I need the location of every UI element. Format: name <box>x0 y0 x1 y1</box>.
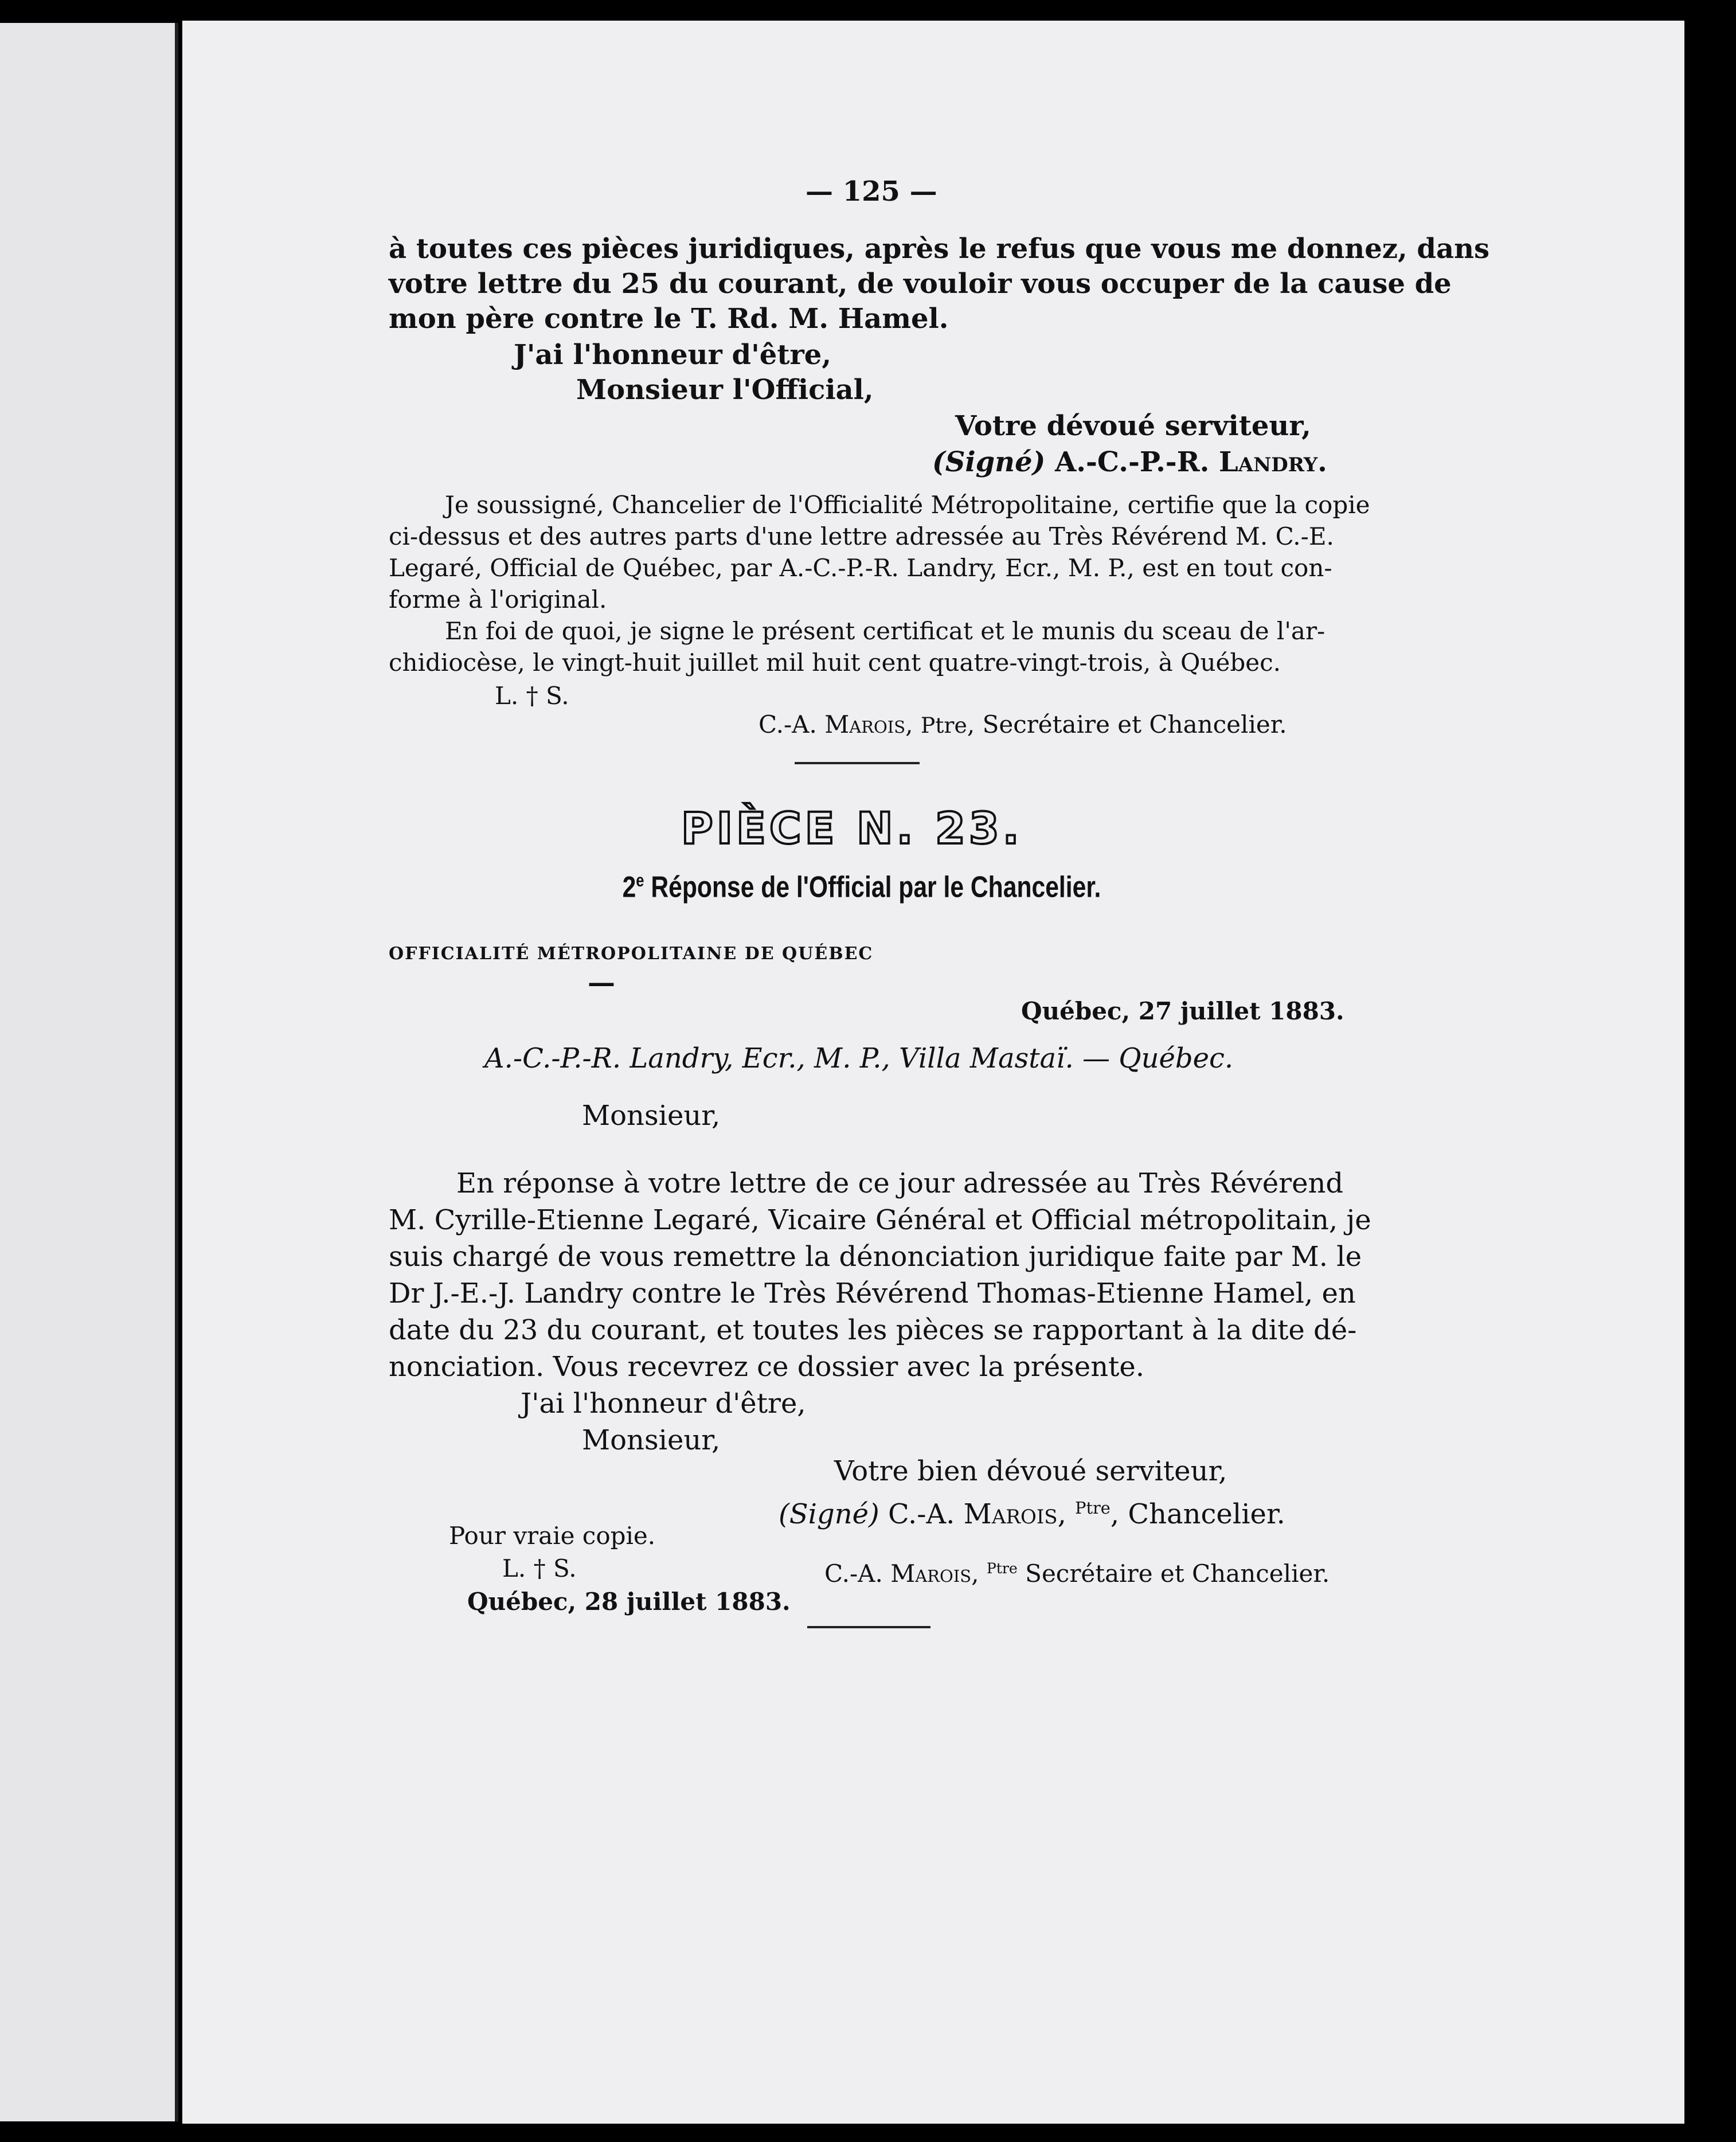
letter-address: A.-C.-P.-R. Landry, Ecr., M. P., Villa Mastaï. — Québec. <box>484 1042 1234 1074</box>
top-paragraph-line-3: mon père contre le T. Rd. M. Hamel. <box>389 303 949 335</box>
letter-header: OFFICIALITÉ MÉTROPOLITAINE DE QUÉBEC <box>389 944 874 964</box>
signe-label: (Signé) <box>779 1498 879 1530</box>
certificate-line-5: En foi de quoi, je signe le présent certificat et le munis du sceau de l'ar- <box>445 617 1326 645</box>
signature-devoue: Votre dévoué serviteur, <box>955 410 1311 442</box>
letter-body-line-2: M. Cyrille-Etienne Legaré, Vicaire Général et Official métropolitain, je <box>389 1204 1371 1236</box>
copy-cert-line: Pour vraie copie. <box>449 1522 656 1550</box>
certificate-line-3: Legaré, Official de Québec, par A.-C.-P.-R. Landry, Ecr., M. P., est en tout con- <box>389 554 1332 582</box>
certificate-line-2: ci-dessus et des autres parts d'une lettre adressée au Très Révérend M. C.-E. <box>389 522 1334 550</box>
section-divider-1 <box>795 762 920 764</box>
signe-label: (Signé) <box>932 446 1046 478</box>
top-paragraph-line-2: votre lettre du 25 du courant, de vouloir vous occuper de la cause de <box>389 268 1452 300</box>
letter-closing-monsieur: Monsieur, <box>582 1424 721 1456</box>
signer-role: Secrétaire et Chancelier. <box>1017 1559 1330 1588</box>
piece-subtitle: 2e Réponse de l'Official par le Chancelier. <box>622 870 1101 904</box>
document-page <box>182 21 1684 2124</box>
top-paragraph-line-1: à toutes ces pièces juridiques, après le refus que vous me donnez, dans <box>389 233 1489 265</box>
letter-body-line-1: En réponse à votre lettre de ce jour adressée au Très Révérend <box>456 1167 1344 1199</box>
letter-header-dash: — <box>588 967 615 999</box>
signer-role: , Secrétaire et Chancelier. <box>967 710 1287 738</box>
letter-body-line-3: suis chargé de vous remettre la dénonciation juridique faite par M. le <box>389 1241 1362 1273</box>
certificate-line-6: chidiocèse, le vingt-huit juillet mil huit cent quatre-vingt-trois, à Québec. <box>389 648 1281 677</box>
signer-role: , Chancelier. <box>1110 1498 1285 1530</box>
letter-closing-honneur: J'ai l'honneur d'être, <box>521 1387 806 1420</box>
certificate-line-4: forme à l'original. <box>389 585 607 613</box>
closing-honneur: J'ai l'honneur d'être, <box>514 339 832 371</box>
copy-cert-seal: L. † S. <box>502 1554 577 1582</box>
signer-name: C.-A. Marois, <box>824 1559 979 1588</box>
signer-title: Ptre <box>986 1560 1018 1577</box>
piece-title: PIÈCE N. 23. <box>681 803 1023 854</box>
letter-body-line-5: date du 23 du courant, et toutes les pièces se rapportant à la dite dé- <box>389 1314 1357 1346</box>
signer-title: Ptre <box>1075 1498 1111 1518</box>
page-number: — 125 — <box>806 175 937 208</box>
section-divider-2 <box>807 1626 930 1628</box>
signer-name: C.-A. Marois, <box>888 1498 1066 1530</box>
letter-body-line-4: Dr J.-E.-J. Landry contre le Très Révérend Thomas-Etienne Hamel, en <box>389 1277 1356 1310</box>
letter-body-line-6: nonciation. Vous recevrez ce dossier avec la présente. <box>389 1351 1145 1383</box>
signer-name: C.-A. Marois, <box>758 710 913 738</box>
signer-name: A.-C.-P.-R. Landry. <box>1055 446 1327 478</box>
signer-title: Ptre <box>920 713 967 738</box>
copy-cert-date: Québec, 28 juillet 1883. <box>467 1588 791 1616</box>
letter-date: Québec, 27 juillet 1883. <box>1021 997 1344 1025</box>
letter-salutation: Monsieur, <box>582 1100 721 1132</box>
letter-signature-devoue: Votre bien dévoué serviteur, <box>834 1455 1227 1487</box>
letter-signature <box>779 1491 1285 1531</box>
certificate-line-1: Je soussigné, Chancelier de l'Officialité Métropolitaine, certifie que la copie <box>445 491 1370 519</box>
seal-mark: L. † S. <box>495 682 569 710</box>
facing-page-edge <box>0 23 178 2121</box>
certificate-signature <box>758 709 1287 741</box>
signature-landry <box>932 445 1327 479</box>
copy-cert-signature <box>824 1553 1330 1590</box>
closing-monsieur-official: Monsieur l'Official, <box>576 374 874 406</box>
